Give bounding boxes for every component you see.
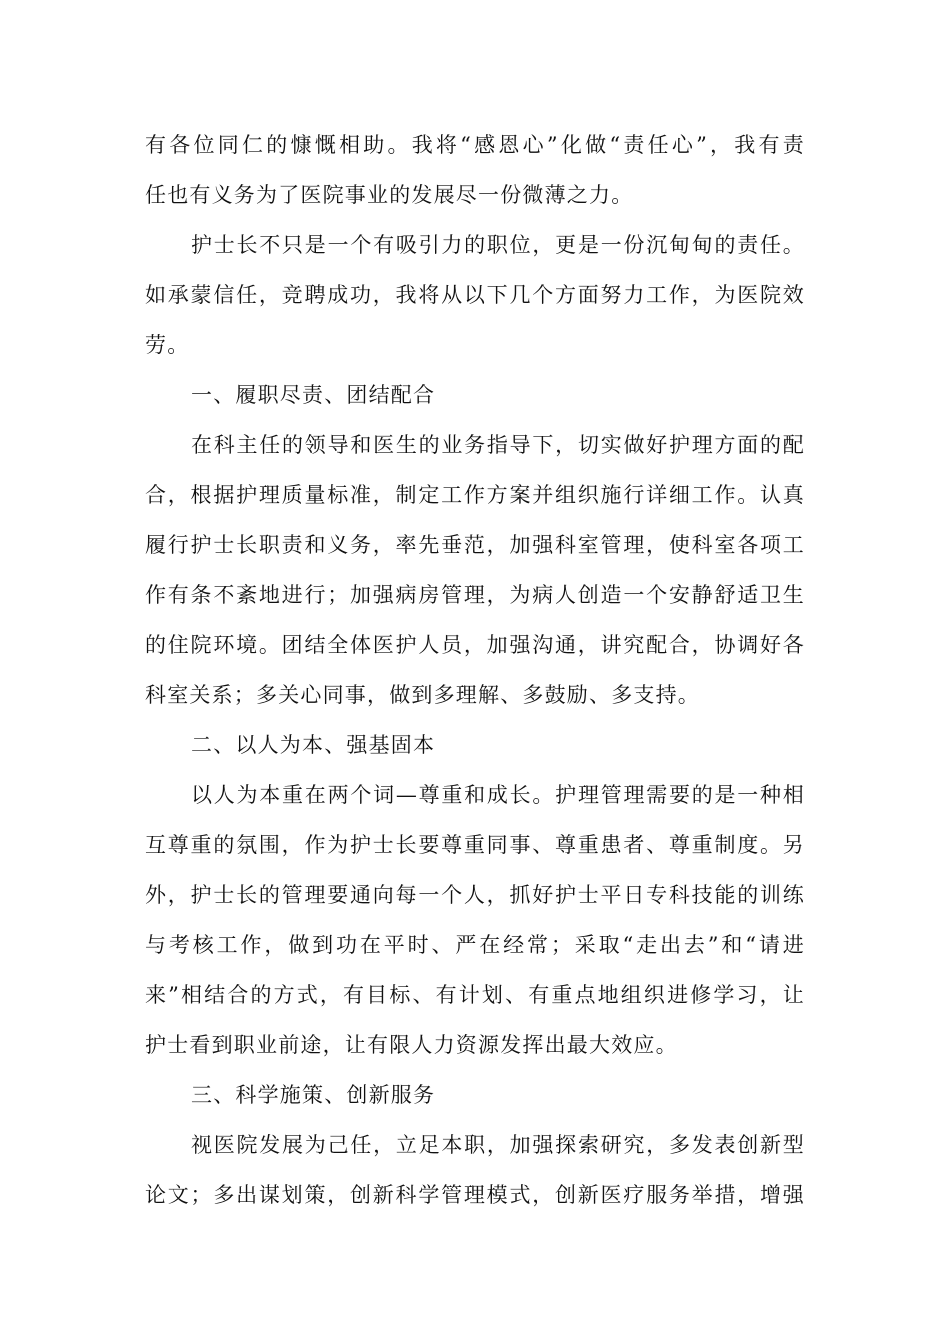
text-line: 在科主任的领导和医生的业务指导下，切实做好护理方面的配 xyxy=(191,433,805,457)
text-line: 护士看到职业前途，让有限人力资源发挥出最大效应。 xyxy=(145,1033,678,1057)
text-line: 的住院环境。团结全体医护人员，加强沟通，讲究配合，协调好各 xyxy=(145,633,805,657)
text-line: 作有条不紊地进行；加强病房管理，为病人创造一个安静舒适卫生 xyxy=(145,583,805,607)
section-heading: 二、以人为本、强基固本 xyxy=(191,733,436,757)
text-line: 履行护士长职责和义务，率先垂范，加强科室管理，使科室各项工 xyxy=(145,533,805,557)
text-line: 来”相结合的方式，有目标、有计划、有重点地组织进修学习，让 xyxy=(145,983,805,1007)
text-line: 任也有义务为了医院事业的发展尽一份微薄之力。 xyxy=(145,183,634,207)
text-line: 视医院发展为己任，立足本职，加强探索研究，多发表创新型 xyxy=(191,1133,805,1157)
section-heading: 一、履职尽责、团结配合 xyxy=(191,383,436,407)
text-line: 有各位同仁的慷慨相助。我将“感恩心”化做“责任心”，我有责 xyxy=(145,133,805,157)
text-line: 劳。 xyxy=(145,333,190,357)
text-line: 外，护士长的管理要通向每一个人，抓好护士平日专科技能的训练 xyxy=(145,883,805,907)
text-line: 互尊重的氛围，作为护士长要尊重同事、尊重患者、尊重制度。另 xyxy=(145,833,805,857)
section-heading: 三、科学施策、创新服务 xyxy=(191,1083,436,1107)
text-line: 护士长不只是一个有吸引力的职位，更是一份沉甸甸的责任。 xyxy=(191,233,805,257)
text-line: 论文；多出谋划策，创新科学管理模式，创新医疗服务举措，增强 xyxy=(145,1183,805,1207)
text-line: 合，根据护理质量标准，制定工作方案并组织施行详细工作。认真 xyxy=(145,483,805,507)
text-line: 如承蒙信任，竞聘成功，我将从以下几个方面努力工作，为医院效 xyxy=(145,283,805,307)
text-line: 科室关系；多关心同事，做到多理解、多鼓励、多支持。 xyxy=(145,683,700,707)
text-line: 与考核工作，做到功在平时、严在经常；采取“走出去”和“请进 xyxy=(145,933,805,957)
text-line: 以人为本重在两个词—尊重和成长。护理管理需要的是一种相 xyxy=(191,783,805,807)
document-page xyxy=(145,120,805,1220)
